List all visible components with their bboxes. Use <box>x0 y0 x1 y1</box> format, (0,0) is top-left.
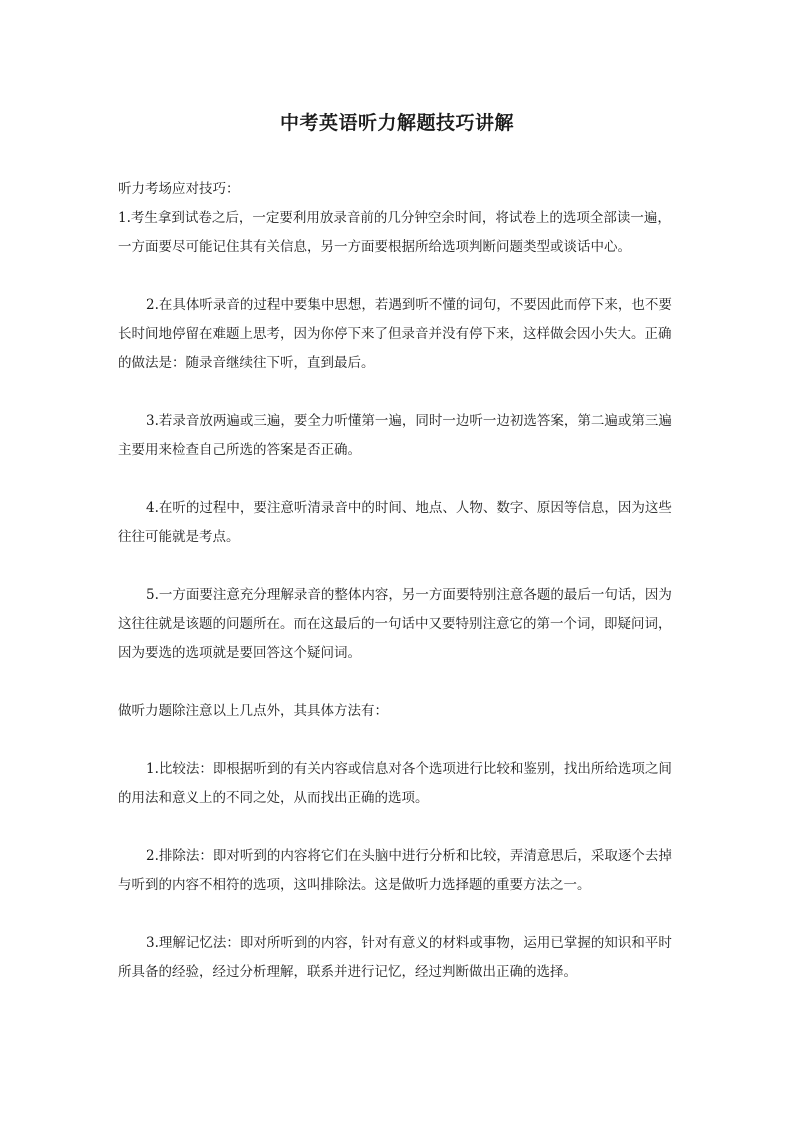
paragraph-tip-1: 1.考生拿到试卷之后，一定要利用放录音前的几分钟空余时间，将试卷上的选项全部读一遍，一方面要尽可能记住其有关信息，另一方面要根据所给选项判断问题类型或谈话中心。 <box>118 210 671 255</box>
document-title: 中考英语听力解题技巧讲解 <box>279 112 514 134</box>
paragraph-tip-4: 4.在听的过程中，要注意听清录音中的时间、地点、人物、数字、原因等信息，因为这些往往可能就是考点。 <box>118 500 672 545</box>
paragraph-method-2: 2.排除法：即对听到的内容将它们在头脑中进行分析和比较，弄清意思后，采取逐个去掉与听到的内容不相符的选项，这叫排除法。这是做听力选择题的重要方法之一。 <box>118 848 672 893</box>
paragraph-method-3: 3.理解记忆法：即对所听到的内容，针对有意义的材料或事物，运用已掌握的知识和平时所具备的经验，经过分析理解，联系并进行记忆，经过判断做出正确的选择。 <box>118 935 672 980</box>
section-heading-strategies: 听力考场应对技巧： <box>118 181 240 197</box>
paragraph-tip-2: 2.在具体听录音的过程中要集中思想，若遇到听不懂的词句，不要因此而停下来，也不要长时间地停留在难题上思考，因为你停下来了但录音并没有停下来，这样做会因小失大。正确的做法是：随录音继续往下听，直到最后。 <box>118 297 672 371</box>
paragraph-method-1: 1.比较法：即根据听到的有关内容或信息对各个选项进行比较和鉴别，找出所给选项之间的用法和意义上的不同之处，从而找出正确的选项。 <box>118 761 672 806</box>
paragraph-tip-3: 3.若录音放两遍或三遍，要全力听懂第一遍，同时一边听一边初选答案，第二遍或第三遍主要用来检查自己所选的答案是否正确。 <box>118 413 672 458</box>
document-body <box>118 175 684 987</box>
section-heading-methods: 做听力题除注意以上几点外，其具体方法有： <box>118 703 388 719</box>
paragraph-tip-5: 5.一方面要注意充分理解录音的整体内容，另一方面要特别注意各题的最后一句话，因为这往往就是该题的问题所在。而在这最后的一句话中又要特别注意它的第一个词，即疑问词，因为要选的选项就是要回答这个疑问词。 <box>118 587 672 661</box>
